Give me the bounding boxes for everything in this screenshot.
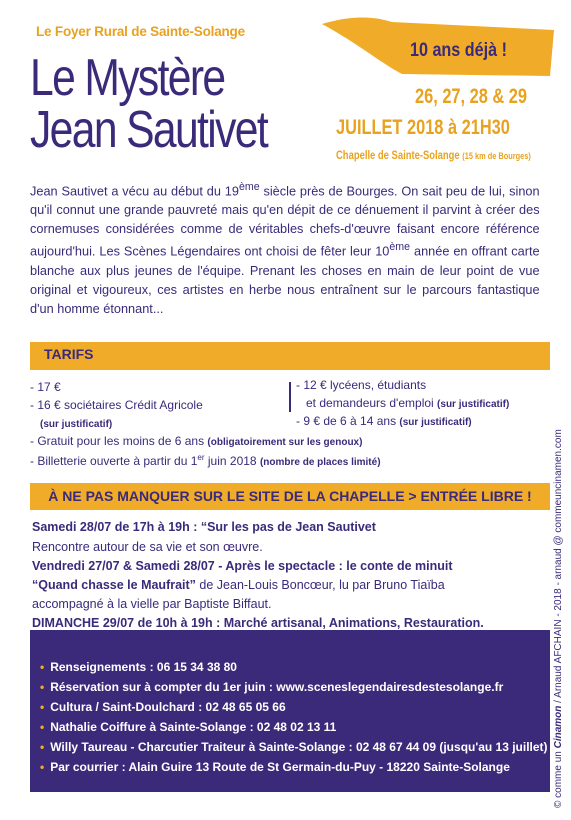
tarif-right-2-note: (sur justificatif): [437, 399, 510, 410]
venue: [336, 150, 531, 162]
tarif-right-2: [306, 396, 509, 410]
intro-text-2: siècle près de Bourges. On sait peu de lui, sinon qu'il connut une grande pauvreté mais qu'en dépit de ce dénuement il parvint à créer des cornemuses considérées comme de véritables chefs-d'œuvre faisant encore référence aujourd'hui. Les Scènes Légendaires ont choisi de fêter leur 10: [30, 183, 540, 259]
event-tale-title: [32, 578, 445, 592]
venue-name: Chapelle de Sainte-Solange: [336, 150, 460, 162]
info-reservation: Réservation sur à compter du 1er juin : www.sceneslegendairesdestesolange.fr: [50, 680, 504, 694]
tarifs-heading: TARIFS: [44, 346, 94, 362]
intro-text-1: Jean Sautivet a vécu au début du 19: [30, 183, 239, 199]
credit-suffix: / Arnaud AFCHAIN - 2018 - arnaud @ commeuncinamen.com: [553, 429, 564, 706]
info-cultura: Cultura / Saint-Doulchard : 02 48 65 05 66: [50, 700, 286, 714]
box-office-text: - Billetterie ouverte à partir du 1: [30, 454, 198, 468]
info-line: [40, 700, 286, 714]
bullet-icon: •: [40, 660, 45, 674]
box-office: [30, 453, 381, 468]
info-line: [40, 680, 503, 694]
tale-author: de Jean-Louis Boncœur, lu par Bruno Tiaïba: [195, 578, 445, 592]
box-office-sup: er: [197, 453, 205, 462]
tale-title: “Quand chasse le Maufrait”: [32, 578, 196, 592]
event-sunday: DIMANCHE 29/07 de 10h à 19h : Marché artisanal, Animations, Restauration.: [32, 616, 484, 630]
tarif-column-divider: [289, 382, 291, 412]
tarif-left-1-text: - 17 €: [30, 380, 61, 394]
info-line: [40, 760, 510, 774]
box-office-note: (nombre de places limité): [259, 457, 381, 468]
tarifs-heading-bar: [30, 342, 550, 370]
event-midnight-tale: Vendredi 27/07 & Samedi 28/07 - Après le spectacle : le conte de minuit: [32, 559, 453, 573]
organizer-name: Le Foyer Rural de Sainte-Solange: [36, 24, 245, 39]
credit-prefix: © comme un: [553, 748, 564, 808]
intro-sup-1: ème: [238, 181, 260, 193]
tarif-right-2-text: et demandeurs d'emploi: [306, 396, 438, 410]
bullet-icon: •: [40, 720, 45, 734]
info-charcutier: Willy Taureau - Charcutier Traiteur à Sainte-Solange : 02 48 67 44 09 (jusqu'au 13 juillet): [50, 740, 548, 754]
tarif-left-3: [40, 416, 112, 430]
venue-note: (15 km de Bourges): [462, 151, 531, 161]
info-renseignements: Renseignements : 06 15 34 38 80: [50, 660, 237, 674]
tarif-free-note: (obligatoirement sur les genoux): [207, 437, 363, 448]
intro-sup-2: ème: [389, 241, 411, 254]
info-line: [40, 660, 237, 674]
tarif-left-1: [30, 380, 61, 394]
intro-paragraph: [30, 178, 540, 318]
info-coiffure: Nathalie Coiffure à Sainte-Solange : 02 48 02 13 11: [50, 720, 337, 734]
bullet-icon: •: [40, 700, 45, 714]
bullet-icon: •: [40, 740, 45, 754]
tarif-right-3-note: (sur justificatif): [399, 417, 472, 428]
dates-month-time: JUILLET 2018 à 21H30: [336, 116, 510, 139]
info-line: [40, 720, 336, 734]
tarif-right-3-text: - 9 € de 6 à 14 ans: [296, 414, 400, 428]
dates-days: 26, 27, 28 & 29: [415, 85, 528, 108]
tarif-left-2-text: - 16 € sociétaires Crédit Agricole: [30, 398, 203, 412]
chapelle-heading: À NE PAS MANQUER SUR LE SITE DE LA CHAPELLE > ENTRÉE LIBRE !: [48, 488, 532, 504]
tarif-right-1: [296, 378, 426, 392]
bullet-icon: •: [40, 760, 45, 774]
info-line: [40, 740, 548, 754]
info-courrier: Par courrier : Alain Guire 13 Route de St Germain-du-Puy - 18220 Sainte-Solange: [50, 760, 510, 774]
tarif-left-3-note: (sur justificatif): [40, 419, 113, 430]
title-line-2: Jean Sautivet: [30, 101, 268, 159]
bullet-icon: •: [40, 680, 45, 694]
anniversary-banner: 10 ans déjà !: [410, 40, 507, 61]
intro-text-3: année en offrant carte blanche aux plus jeunes de l'équipe. Prenant les choses en main de leur point de vue original et vigoureux, ces artistes en herbe nous entraînent sur le parcours fantastique d'un homme étonnant...: [30, 243, 540, 316]
tarif-left-2: [30, 398, 203, 412]
design-credit: [553, 429, 564, 808]
tarif-free: [30, 434, 362, 448]
tarif-free-text: - Gratuit pour les moins de 6 ans: [30, 434, 208, 448]
event-saturday: Samedi 28/07 de 17h à 19h : “Sur les pas de Jean Sautivet: [32, 520, 376, 534]
tarif-right-1-text: - 12 € lycéens, étudiants: [296, 378, 427, 392]
event-saturday-desc: Rencontre autour de sa vie et son œuvre.: [32, 540, 263, 554]
event-tale-music: accompagné à la vielle par Baptiste Biffaut.: [32, 597, 272, 611]
credit-brand-logo: Cinamon: [553, 705, 564, 749]
title-line-1: Le Mystère: [30, 49, 225, 107]
box-office-text-2: juin 2018: [204, 454, 260, 468]
tarif-right-3: [296, 414, 472, 428]
